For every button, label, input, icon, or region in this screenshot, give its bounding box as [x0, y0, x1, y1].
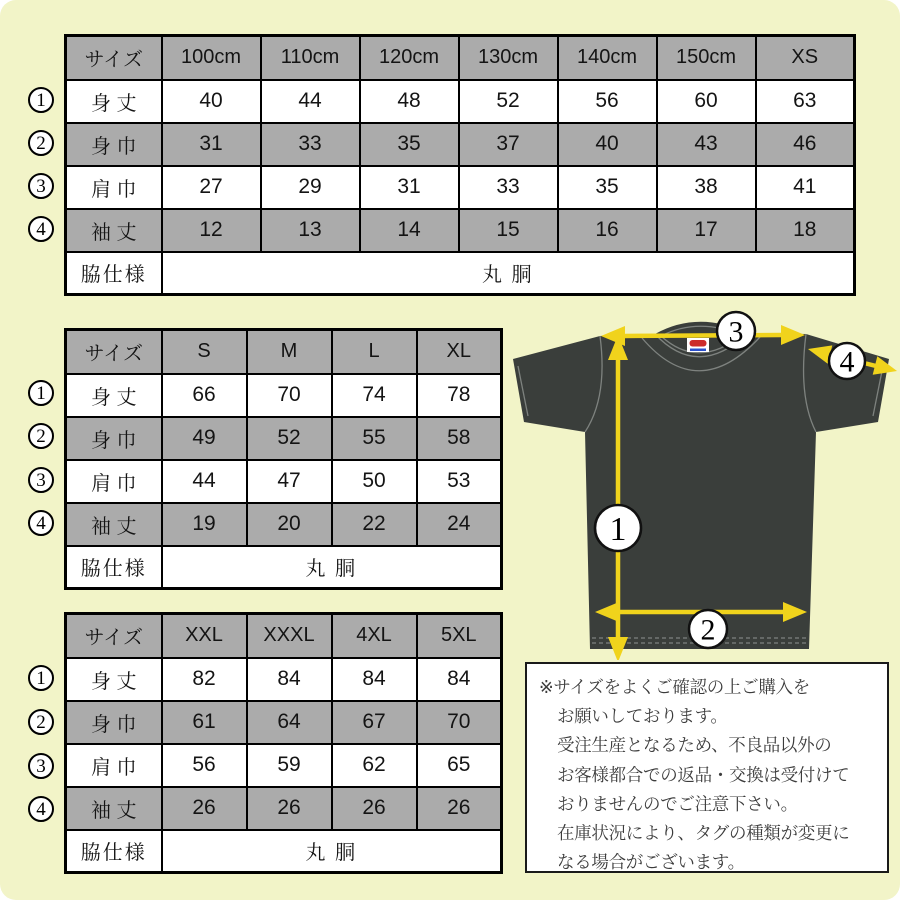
table-row: [66, 374, 502, 417]
size-value: 37: [459, 123, 558, 166]
callout-4: 4: [839, 345, 855, 379]
size-column-header: 120cm: [360, 36, 459, 80]
row-marker-2: 2: [28, 709, 54, 735]
size-value: 56: [558, 80, 657, 123]
side-spec-label: 脇仕様: [66, 252, 162, 295]
table-row: [66, 80, 855, 123]
size-value: 26: [162, 787, 247, 830]
size-value: 44: [261, 80, 360, 123]
note-line: おりませんのでご注意下さい。: [557, 793, 798, 814]
table-row-side-spec: [66, 252, 855, 295]
size-value: 17: [657, 209, 756, 252]
table-row: [66, 658, 502, 701]
size-value: 38: [657, 166, 756, 209]
size-value: 40: [558, 123, 657, 166]
size-value: 82: [162, 658, 247, 701]
size-value: 16: [558, 209, 657, 252]
size-value: 58: [417, 417, 502, 460]
size-value: 18: [756, 209, 855, 252]
row-marker-1: 1: [28, 665, 54, 691]
size-column-header: L: [332, 330, 417, 374]
size-value: 84: [332, 658, 417, 701]
size-value: 29: [261, 166, 360, 209]
size-column-header: 140cm: [558, 36, 657, 80]
size-value: 67: [332, 701, 417, 744]
row-marker-1: 1: [28, 380, 54, 406]
size-value: 31: [360, 166, 459, 209]
callout-1: 1: [609, 511, 627, 548]
size-value: 65: [417, 744, 502, 787]
row-label: 袖 丈: [66, 209, 162, 252]
tshirt-graphic: [500, 302, 900, 660]
side-spec-value: 丸 胴: [162, 252, 855, 295]
size-value: 63: [756, 80, 855, 123]
shoulder-width-line: [624, 335, 782, 336]
size-table-plus: [64, 612, 503, 874]
size-column-header: XL: [417, 330, 502, 374]
row-marker-1: 1: [28, 87, 54, 113]
size-value: 84: [417, 658, 502, 701]
size-value: 13: [261, 209, 360, 252]
note-line: なる場合がございます。: [557, 852, 745, 873]
table-row: [66, 744, 502, 787]
size-value: 55: [332, 417, 417, 460]
size-column-header: M: [247, 330, 332, 374]
row-marker-2: 2: [28, 423, 54, 449]
size-value: 62: [332, 744, 417, 787]
size-value: 26: [417, 787, 502, 830]
callout-2: 2: [700, 613, 716, 647]
size-column-header: 4XL: [332, 614, 417, 658]
size-value: 78: [417, 374, 502, 417]
table-row: [66, 701, 502, 744]
size-value: 70: [247, 374, 332, 417]
size-value: 35: [558, 166, 657, 209]
size-column-header: S: [162, 330, 247, 374]
size-value: 53: [417, 460, 502, 503]
row-marker-4: 4: [28, 216, 54, 242]
row-label: 肩 巾: [66, 744, 162, 787]
size-value: 26: [247, 787, 332, 830]
size-header-label: サイズ: [66, 614, 162, 658]
size-column-header: XXL: [162, 614, 247, 658]
size-value: 15: [459, 209, 558, 252]
size-column-header: 5XL: [417, 614, 502, 658]
size-column-header: XXXL: [247, 614, 332, 658]
size-value: 31: [162, 123, 261, 166]
note-line: お願いしております。: [557, 706, 728, 727]
row-marker-4: 4: [28, 510, 54, 536]
table-row: [66, 460, 502, 503]
size-value: 47: [247, 460, 332, 503]
row-label: 身 丈: [66, 80, 162, 123]
row-label: 身 巾: [66, 123, 162, 166]
size-table-kids: [64, 34, 856, 296]
side-spec-label: 脇仕様: [66, 546, 162, 589]
size-value: 48: [360, 80, 459, 123]
size-value: 66: [162, 374, 247, 417]
size-value: 43: [657, 123, 756, 166]
row-label: 身 丈: [66, 374, 162, 417]
note-line: お客様都合での返品・交換は受付けて: [557, 764, 850, 785]
size-value: 33: [459, 166, 558, 209]
row-marker-2: 2: [28, 130, 54, 156]
size-column-header: XS: [756, 36, 855, 80]
size-column-header: 150cm: [657, 36, 756, 80]
note-line: 在庫状況により、タグの種類が変更に: [557, 823, 850, 844]
size-value: 49: [162, 417, 247, 460]
size-value: 44: [162, 460, 247, 503]
table-row: [66, 503, 502, 546]
size-value: 50: [332, 460, 417, 503]
row-label: 肩 巾: [66, 460, 162, 503]
size-value: 46: [756, 123, 855, 166]
size-table-adult: [64, 328, 503, 590]
size-value: 27: [162, 166, 261, 209]
row-label: 袖 丈: [66, 787, 162, 830]
callout-3: 3: [728, 315, 744, 349]
size-value: 19: [162, 503, 247, 546]
table-row: [66, 209, 855, 252]
table-row: [66, 123, 855, 166]
size-value: 33: [261, 123, 360, 166]
row-label: 身 丈: [66, 658, 162, 701]
size-value: 12: [162, 209, 261, 252]
table-row: [66, 787, 502, 830]
size-value: 52: [247, 417, 332, 460]
side-spec-value: 丸 胴: [162, 546, 502, 589]
size-column-header: 100cm: [162, 36, 261, 80]
row-label: 肩 巾: [66, 166, 162, 209]
row-marker-3: 3: [28, 753, 54, 779]
size-column-header: 130cm: [459, 36, 558, 80]
size-value: 74: [332, 374, 417, 417]
row-label: 身 巾: [66, 417, 162, 460]
tshirt-measurement-diagram: [500, 302, 900, 660]
size-value: 59: [247, 744, 332, 787]
note-line: ※サイズをよくご確認の上ご購入を: [539, 677, 810, 697]
size-value: 24: [417, 503, 502, 546]
size-value: 26: [332, 787, 417, 830]
size-value: 70: [417, 701, 502, 744]
size-value: 20: [247, 503, 332, 546]
side-spec-label: 脇仕様: [66, 830, 162, 873]
size-value: 35: [360, 123, 459, 166]
size-value: 22: [332, 503, 417, 546]
size-header-label: サイズ: [66, 36, 162, 80]
size-value: 61: [162, 701, 247, 744]
row-marker-3: 3: [28, 173, 54, 199]
size-value: 14: [360, 209, 459, 252]
size-header-label: サイズ: [66, 330, 162, 374]
size-value: 40: [162, 80, 261, 123]
table-row-side-spec: [66, 830, 502, 873]
brand-tag: [687, 338, 709, 352]
table-row-side-spec: [66, 546, 502, 589]
table-row: [66, 166, 855, 209]
size-value: 84: [247, 658, 332, 701]
size-column-header: 110cm: [261, 36, 360, 80]
row-label: 袖 丈: [66, 503, 162, 546]
note-line: 受注生産となるため、不良品以外の: [557, 735, 832, 756]
purchase-note: [525, 662, 889, 873]
size-value: 64: [247, 701, 332, 744]
side-spec-value: 丸 胴: [162, 830, 502, 873]
size-value: 52: [459, 80, 558, 123]
row-label: 身 巾: [66, 701, 162, 744]
size-value: 41: [756, 166, 855, 209]
row-marker-4: 4: [28, 796, 54, 822]
size-value: 60: [657, 80, 756, 123]
table-row: [66, 417, 502, 460]
size-value: 56: [162, 744, 247, 787]
row-marker-3: 3: [28, 467, 54, 493]
